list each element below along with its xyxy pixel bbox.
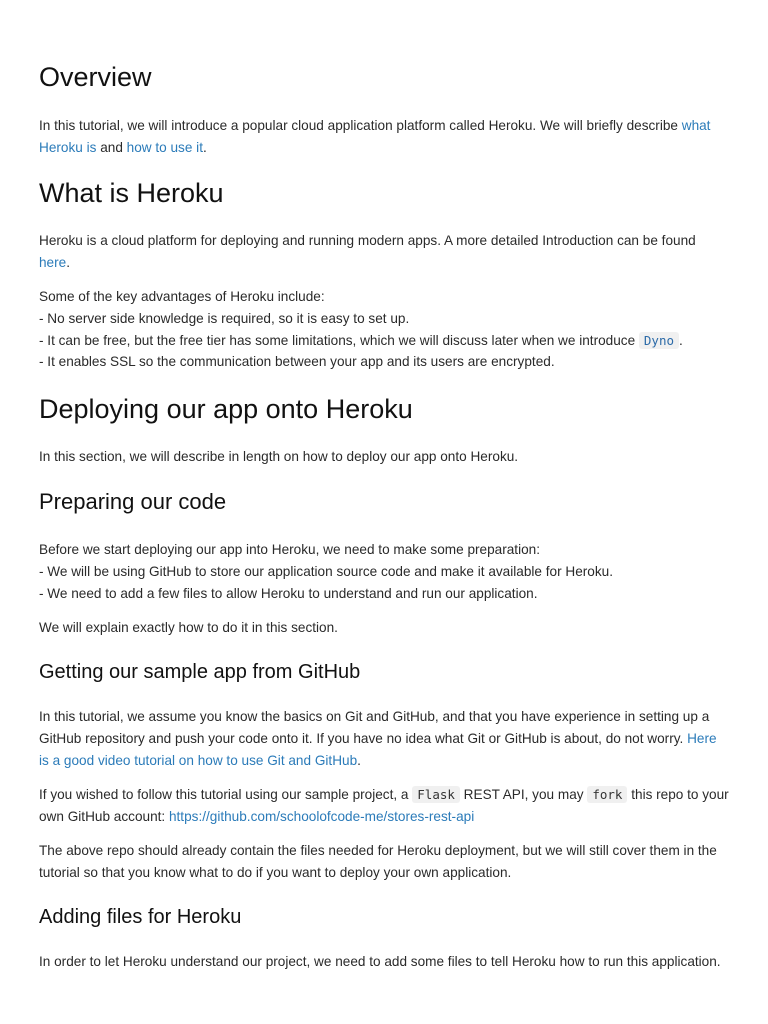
preparing-line: Before we start deploying our app into Heroku, we need to make some preparation:	[39, 542, 540, 557]
github-para2-text: If you wished to follow this tutorial using our sample project, a	[39, 787, 413, 802]
github-para2-mid: REST API, you may	[459, 787, 588, 802]
what-is-heroku-para	[39, 230, 729, 274]
repo-link[interactable]: https://github.com/schoolofcode-me/stores-rest-api	[168, 808, 475, 824]
here-link[interactable]: here	[39, 254, 67, 270]
overview-heading: Overview	[39, 62, 152, 92]
overview-intro-and: and	[96, 139, 127, 155]
what-is-para-text: Heroku is a cloud platform for deploying and running modern apps. A more detailed Introduction can be found	[39, 233, 696, 248]
advantage-end: .	[679, 332, 683, 348]
overview-intro-end: .	[202, 139, 207, 155]
preparing-line: - We need to add a few files to allow Heroku to understand and run our application.	[39, 585, 538, 601]
deploying-heading: Deploying our app onto Heroku	[39, 394, 413, 424]
flask-code: Flask	[412, 786, 460, 803]
github-para1-text: In this tutorial, we assume you know the basics on Git and GitHub, and that you have experience in setting up a GitHub repository and push your code onto it. If you have no idea what Git or GitHub is about, do not worry.	[39, 709, 710, 746]
adding-files-para: In order to let Heroku understand our project, we need to add some files to tell Heroku how to run this application.	[39, 954, 721, 969]
advantage-item: - It enables SSL so the communication between your app and its users are encrypted.	[39, 354, 555, 370]
advantage-text: - It can be free, but the free tier has some limitations, which we will discuss later when we introduce	[39, 332, 639, 348]
preparing-heading: Preparing our code	[39, 489, 227, 514]
how-to-use-it-link[interactable]: how to use it	[126, 139, 203, 155]
advantage-item: - No server side knowledge is required, so it is easy to set up.	[39, 310, 410, 326]
adding-files-heading: Adding files for Heroku	[39, 906, 242, 928]
video-tutorial-link[interactable]: Here is a good video tutorial on how to use Git and GitHub	[39, 730, 717, 768]
overview-intro-text: In this tutorial, we will introduce a popular cloud application platform called Heroku. We will briefly describe	[39, 118, 682, 133]
github-para2-mid2: this repo to your own GitHub account:	[39, 787, 729, 824]
what-heroku-is-link[interactable]: what Heroku is	[39, 118, 711, 155]
advantage-item	[39, 330, 729, 352]
deploying-para: In this section, we will describe in length on how to deploy our app onto Heroku.	[39, 449, 519, 464]
github-para1-end: .	[357, 752, 361, 768]
preparing-para2: We will explain exactly how to do it in this section.	[39, 620, 338, 635]
advantages-intro: Some of the key advantages of Heroku include:	[39, 289, 325, 304]
github-heading: Getting our sample app from GitHub	[39, 661, 361, 683]
preparing-line: - We will be using GitHub to store our application source code and make it available for Heroku.	[39, 563, 613, 579]
github-para2	[39, 784, 729, 828]
fork-code: fork	[587, 786, 627, 803]
what-is-heroku-heading: What is Heroku	[39, 178, 224, 208]
dyno-code: Dyno	[639, 332, 679, 349]
preparing-list	[39, 539, 729, 604]
github-para3: The above repo should already contain the files needed for Heroku deployment, but we will still cover them in the tutorial so that you know what to do if you want to deploy your own application.	[39, 843, 717, 880]
github-para1	[39, 706, 729, 771]
overview-intro	[39, 115, 729, 159]
what-is-para-end: .	[66, 254, 70, 270]
advantages-list	[39, 286, 729, 373]
